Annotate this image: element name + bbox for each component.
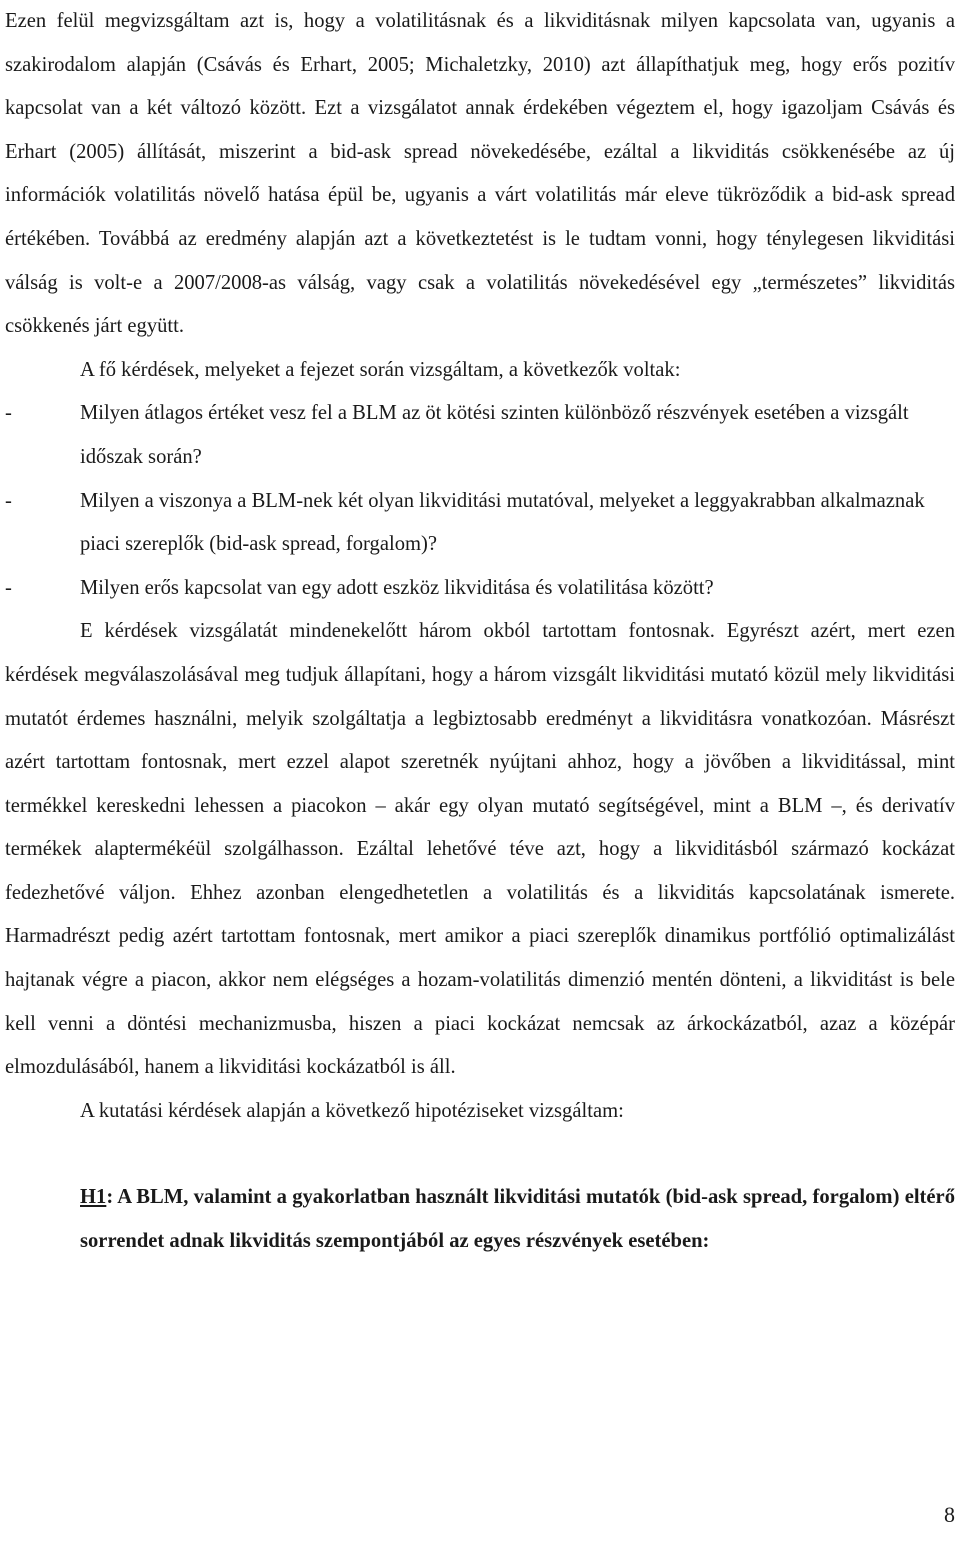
document-page bbox=[5, 0, 955, 1264]
question-list bbox=[5, 392, 955, 610]
hypothesis-label: H1 bbox=[80, 1186, 107, 1209]
paragraph-reasons: E kérdések vizsgálatát mindenekelőtt három okból tartottam fontosnak. Egyrészt azért, mert ezen kérdések megválaszolásával meg tudjuk állapítani, hogy a három vizsgált likviditási mutató közül mely likviditási mutatót érdemes használni, melyik szolgáltatja a legbiztosabb eredményt a likviditásra vonatkozóan. Másrészt azért tartottam fontosnak, mert ezzel alapot szeretnék nyújtani ahhoz, hogy a jövőben a likviditással, mint termékkel kereskedni lehessen a piacokon – akár egy olyan mutató segítségével, mint a BLM –, és derivatív termékek alaptermékéül szolgálhasson. Ezáltal lehetővé téve azt, hogy a likviditásból származó kockázat fedezhetővé váljon. Ehhez azonban elengedhetetlen a volatilitás és a likviditás kapcsolatának ismerete. Harmadrészt pedig azért tartottam fontosnak, mert amikor a piaci szereplők dinamikus portfólió optimalizálást hajtanak végre a piacon, akkor nem elégséges a hozam-volatilitás dimenzió mentén dönteni, a likviditást is bele kell venni a döntési mechanizmusba, hiszen a piaci kockázat nemcsak az árkockázatból, azaz a középár elmozdulásából, hanem a likviditási kockázatból is áll. bbox=[5, 620, 955, 1079]
hypothesis-h1 bbox=[80, 1176, 955, 1263]
paragraph-hypotheses-intro: A kutatási kérdések alapján a következő hipotéziseket vizsgáltam: bbox=[80, 1099, 624, 1122]
list-item bbox=[5, 480, 955, 567]
paragraph-main-questions-intro: A fő kérdések, melyeket a fejezet során vizsgáltam, a következők voltak: bbox=[80, 358, 681, 381]
question-text: Milyen erős kapcsolat van egy adott eszköz likviditása és volatilitása között? bbox=[80, 576, 714, 599]
list-dash: - bbox=[5, 402, 12, 425]
hypothesis-text: A BLM, valamint a gyakorlatban használt likviditási mutatók (bid-ask spread, forgalom) eltérő sorrendet adnak likviditás szempontjából az egyes részvények esetében: bbox=[80, 1186, 955, 1253]
paragraph-volatility-liquidity: Ezen felül megvizsgáltam azt is, hogy a volatilitásnak és a likviditásnak milyen kapcsolata van, ugyanis a szakirodalom alapján (Csávás és Erhart, 2005; Michaletzky, 2010) azt állapíthatjuk meg, hogy erős pozitív kapcsolat van a két változó között. Ezt a vizsgálatot annak érdekében végeztem el, hogy igazoljam Csávás és Erhart (2005) állítását, miszerint a bid-ask spread növekedésébe, ezáltal a likviditás csökkenésébe az új információk volatilitás növelő hatása épül be, ugyanis a várt volatilitás már eleve tükröződik a bid-ask spread értékében. Továbbá az eredmény alapján azt a következtetést is le tudtam vonni, hogy ténylegesen likviditási válság is volt-e a 2007/2008-as válság, vagy csak a volatilitás növekedésével egy „természetes” likviditás csökkenés járt együtt. bbox=[5, 10, 955, 338]
list-item bbox=[5, 392, 955, 479]
list-dash: - bbox=[5, 489, 12, 512]
question-text: Milyen a viszonya a BLM-nek két olyan likviditási mutatóval, melyeket a leggyakrabban alkalmaznak piaci szereplők (bid-ask spread, forgalom)? bbox=[80, 489, 925, 556]
list-item bbox=[5, 567, 955, 611]
question-text: Milyen átlagos értéket vesz fel a BLM az öt kötési szinten különböző részvények esetében a vizsgált időszak során? bbox=[80, 402, 909, 468]
spacer bbox=[5, 1133, 955, 1176]
hypothesis-separator: : bbox=[106, 1186, 114, 1209]
list-dash: - bbox=[5, 576, 12, 599]
page-number: 8 bbox=[944, 1502, 955, 1527]
